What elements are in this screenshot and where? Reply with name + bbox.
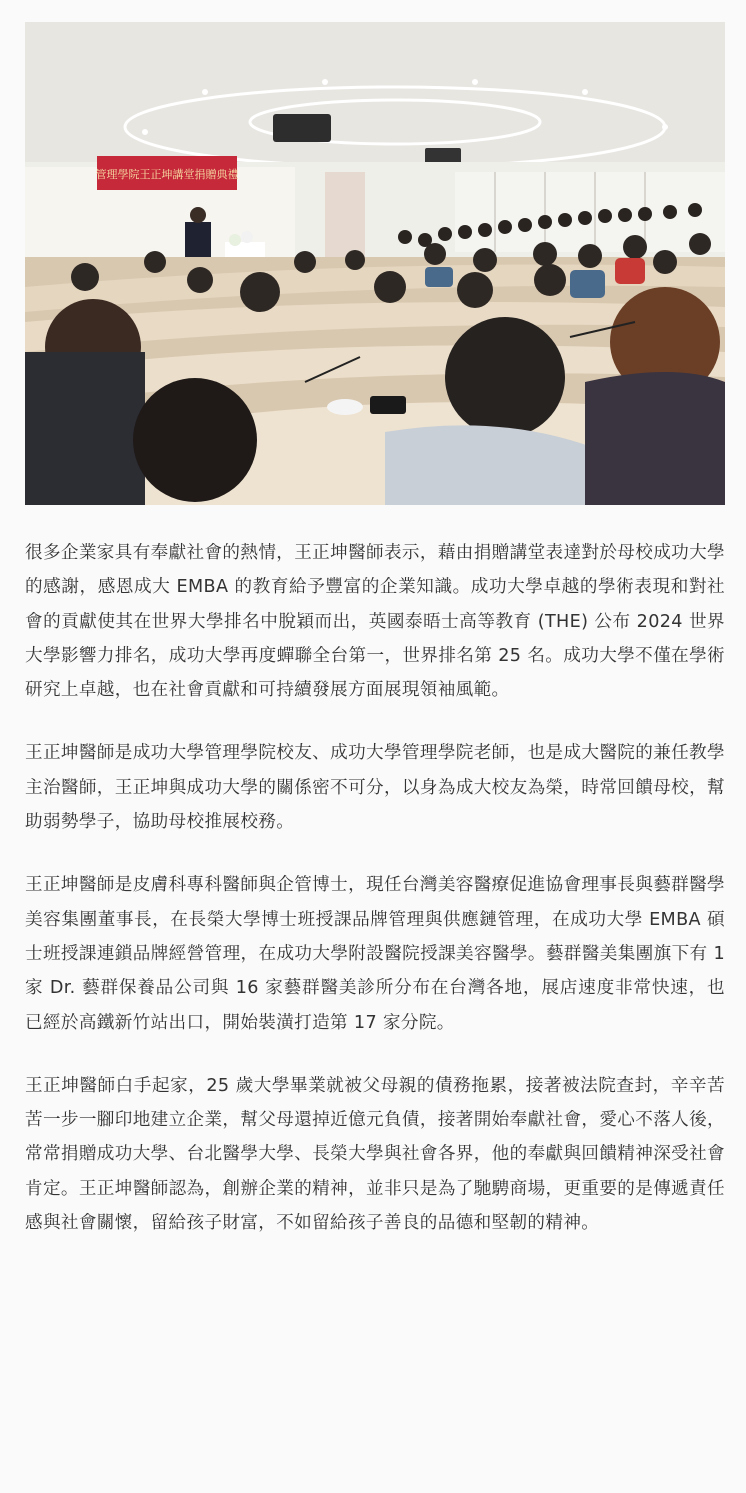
- article-paragraph-3: 王正坤醫師是皮膚科專科醫師與企管博士，現任台灣美容醫療促進協會理事長與藝群醫學美容集團董事長，在長榮大學博士班授課品牌管理與供應鏈管理，在成功大學 EMBA 碩士班授課連鎖品牌經營管理，在成功大學附設醫院授課美容醫學。藝群醫美集團旗下有 1 家 Dr. 藝群保養品公司與 16 家藝群醫美診所分布在台灣各地，展店速度非常快速，也已經於高鐵新竹站出口，開始裝潢打造第 17 家分院。: [25, 875, 725, 1033]
- lecture-hall-photo: [25, 22, 725, 505]
- banner-text: 管理學院王正坤講堂捐贈典禮: [95, 168, 239, 181]
- article-paragraph-1: 很多企業家具有奉獻社會的熱情，王正坤醫師表示，藉由捐贈講堂表達對於母校成功大學的感謝，感恩成大 EMBA 的教育給予豐富的企業知識。成功大學卓越的學術表現和對社會的貢獻使其在世界大學排名中脫穎而出，英國泰晤士高等教育 (THE) 公布 2024 世界大學影響力排名，成功大學再度蟬聯全台第一，世界排名第 25 名。成功大學不僅在學術研究上卓越，也在社會貢獻和可持續發展方面展現領袖風範。: [25, 543, 725, 701]
- article-body: [25, 536, 725, 1269]
- article-paragraph-2: 王正坤醫師是成功大學管理學院校友、成功大學管理學院老師，也是成大醫院的兼任教學主治醫師，王正坤與成功大學的關係密不可分，以身為成大校友為榮，時常回饋母校，幫助弱勢學子，協助母校推展校務。: [25, 743, 725, 833]
- article-paragraph-4: 王正坤醫師白手起家，25 歲大學畢業就被父母親的債務拖累，接著被法院查封，辛辛苦苦一步一腳印地建立企業，幫父母還掉近億元負債，接著開始奉獻社會，愛心不落人後，常常捐贈成功大學、台北醫學大學、長榮大學與社會各界，他的奉獻與回饋精神深受社會肯定。王正坤醫師認為，創辦企業的精神，並非只是為了馳騁商場，更重要的是傳遞責任感與社會關懷，留給孩子財富，不如留給孩子善良的品德和堅韌的精神。: [25, 1075, 725, 1234]
